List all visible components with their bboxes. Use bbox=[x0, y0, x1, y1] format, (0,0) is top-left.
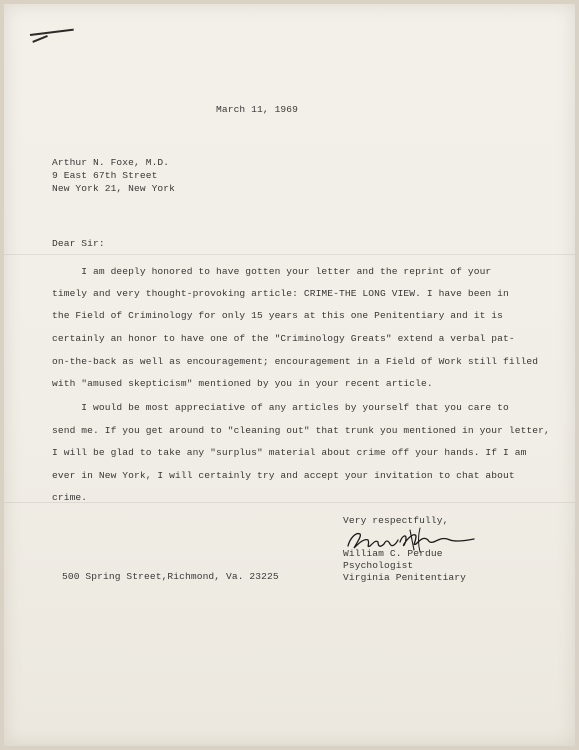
body-line: certainly an honor to have one of the "Criminology Greats" extend a verbal pat- bbox=[52, 333, 515, 344]
body-line: crime. bbox=[52, 492, 88, 503]
closing: Very respectfully, bbox=[343, 515, 449, 526]
recipient-line: Arthur N. Foxe, M.D. bbox=[52, 157, 170, 168]
body-line: the Field of Criminology for only 15 years at this one Penitentiary and it is bbox=[52, 310, 504, 321]
body-line: with "amused skepticism" mentioned by you in your recent article. bbox=[52, 378, 433, 389]
letter-date: March 11, 1969 bbox=[216, 104, 299, 115]
body-line: timely and very thought-provoking article: CRIME-THE LONG VIEW. I have been in bbox=[52, 288, 509, 299]
body-line: ever in New York, I will certainly try and accept your invitation to chat about bbox=[52, 470, 515, 481]
signer-organization: Virginia Penitentiary bbox=[343, 572, 467, 583]
pen-mark bbox=[30, 29, 74, 36]
salutation: Dear Sir: bbox=[52, 238, 105, 249]
body-line: I will be glad to take any "surplus" material about crime off your hands. If I am bbox=[52, 447, 527, 458]
body-line: send me. If you get around to "cleaning out" that trunk you mentioned in your letter, bbox=[52, 425, 550, 436]
pen-mark bbox=[32, 35, 47, 42]
letter-page bbox=[4, 4, 575, 746]
body-line: I am deeply honored to have gotten your letter and the reprint of your bbox=[52, 266, 492, 277]
paper-fold-line bbox=[4, 502, 575, 503]
recipient-line: New York 21, New York bbox=[52, 183, 176, 194]
signer-name: William C. Perdue bbox=[343, 548, 443, 559]
signer-title: Psychologist bbox=[343, 560, 414, 571]
sender-address: 500 Spring Street,Richmond, Va. 23225 bbox=[62, 571, 279, 582]
body-line: on-the-back as well as encouragement; encouragement in a Field of Work still filled bbox=[52, 356, 539, 367]
body-line: I would be most appreciative of any articles by yourself that you care to bbox=[52, 402, 509, 413]
paper-fold-line bbox=[4, 254, 575, 255]
recipient-line: 9 East 67th Street bbox=[52, 170, 158, 181]
